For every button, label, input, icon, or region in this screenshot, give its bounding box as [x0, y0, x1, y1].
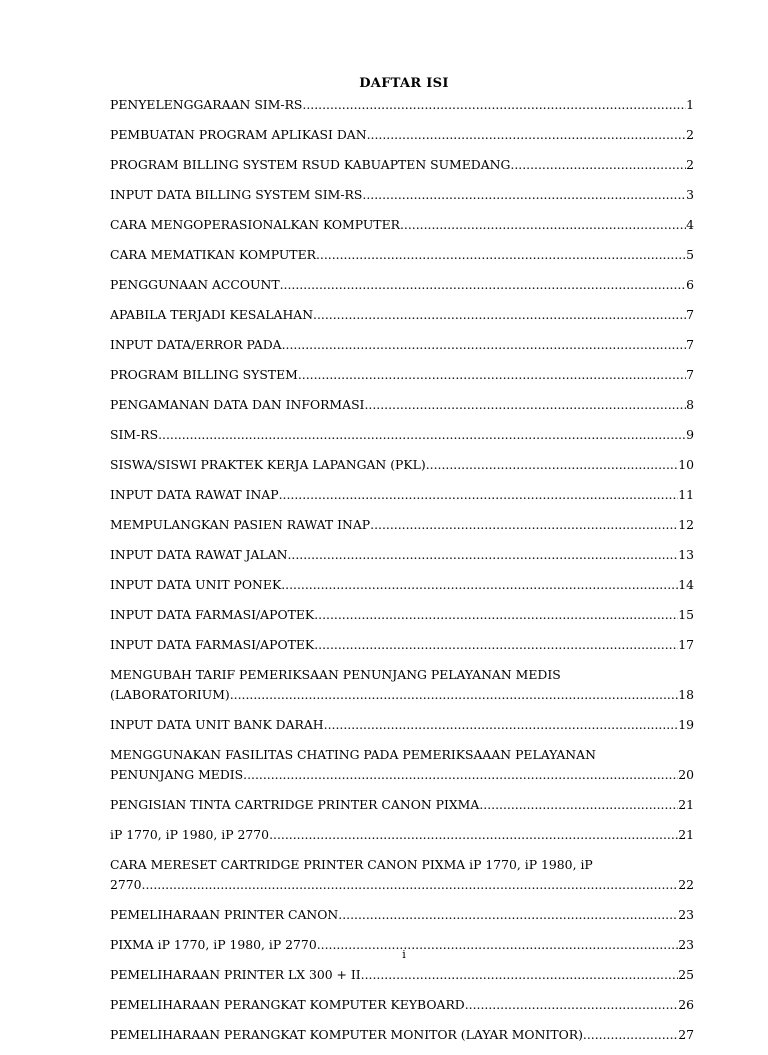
toc-page-number: 6: [686, 277, 694, 292]
toc-entry-line: [110, 275, 694, 295]
dot-leader: [583, 1025, 678, 1045]
toc-entry-title: PEMELIHARAAN PERANGKAT KOMPUTER KEYBOARD: [110, 997, 465, 1012]
toc-page-number: 11: [678, 487, 694, 502]
toc-entry-line: [110, 455, 694, 475]
dot-leader: [280, 275, 687, 295]
dot-leader: [142, 875, 679, 895]
toc-entry-title: PENGAMANAN DATA DAN INFORMASI: [110, 397, 365, 412]
dot-leader: [364, 395, 686, 415]
dot-leader: [230, 685, 679, 705]
toc-entry-title: PIXMA iP 1770, iP 1980, iP 2770: [110, 937, 317, 952]
toc-page-number: 12: [678, 517, 694, 532]
toc-entry-line: [110, 765, 694, 785]
toc-page-number: 22: [678, 877, 694, 892]
toc-entry-line: [110, 605, 694, 625]
toc-entry: [110, 395, 694, 415]
dot-leader: [479, 795, 678, 815]
toc-page-number: 21: [678, 827, 694, 842]
toc-entry: [110, 455, 694, 475]
dot-leader: [313, 305, 686, 325]
toc-page-number: 27: [678, 1027, 694, 1042]
toc-entry-line: [110, 745, 694, 765]
toc-entry-line: [110, 665, 694, 685]
toc-entry-line: [110, 515, 694, 535]
toc-entry-title: SISWA/SISWI PRAKTEK KERJA LAPANGAN (PKL): [110, 457, 426, 472]
toc-entry-line: [110, 905, 694, 925]
toc-entry-title: PEMBUATAN PROGRAM APLIKASI DAN: [110, 127, 367, 142]
toc-entry: [110, 335, 694, 355]
dot-leader: [338, 905, 678, 925]
toc-entry-line: [110, 575, 694, 595]
toc-entry-line: [110, 395, 694, 415]
toc-entry-line: [110, 95, 694, 115]
toc-entry-line: [110, 305, 694, 325]
toc-page-number: 20: [678, 767, 694, 782]
toc-entry-title: INPUT DATA RAWAT JALAN: [110, 547, 288, 562]
toc-page-number: 25: [678, 967, 694, 982]
toc-entry-title: (LABORATORIUM): [110, 687, 230, 702]
toc-entry: [110, 665, 694, 705]
toc-page-number: 23: [678, 907, 694, 922]
dot-leader: [316, 245, 686, 265]
toc-entry-line: [110, 1025, 694, 1045]
toc-entry: [110, 125, 694, 145]
toc-entry: [110, 715, 694, 735]
toc-entry-line: [110, 825, 694, 845]
toc-entry-line: [110, 685, 694, 705]
toc-page-number: 9: [686, 427, 694, 442]
toc-entry: [110, 215, 694, 235]
toc-entry-title: MENGUBAH TARIF PEMERIKSAAN PENUNJANG PELAYANAN MEDIS: [110, 667, 561, 682]
toc-entry-line: [110, 425, 694, 445]
toc-entry: [110, 745, 694, 785]
toc-entry-title: INPUT DATA FARMASI/APOTEK: [110, 637, 315, 652]
toc-entry-title: APABILA TERJADI KESALAHAN: [110, 307, 314, 322]
toc-entry-title: CARA MERESET CARTRIDGE PRINTER CANON PIXMA iP 1770, iP 1980, iP: [110, 857, 593, 872]
toc-entry: [110, 185, 694, 205]
dot-leader: [282, 335, 687, 355]
dot-leader: [465, 995, 679, 1015]
toc-entry-line: [110, 125, 694, 145]
toc-entry-line: [110, 365, 694, 385]
toc-entry-line: [110, 715, 694, 735]
toc-entry: [110, 275, 694, 295]
toc-entry-title: PEMELIHARAAN PRINTER LX 300 + II: [110, 967, 361, 982]
toc-entry-title: iP 1770, iP 1980, iP 2770: [110, 827, 270, 842]
toc-page-number: 7: [686, 337, 694, 352]
toc-page-number: 10: [678, 457, 694, 472]
dot-leader: [367, 125, 687, 145]
toc-entry-title: PENUNJANG MEDIS: [110, 767, 244, 782]
dot-leader: [362, 185, 686, 205]
toc-entry: [110, 305, 694, 325]
dot-leader: [314, 635, 678, 655]
toc-entry-line: [110, 155, 694, 175]
dot-leader: [243, 765, 678, 785]
toc-page-number: 2: [686, 157, 694, 172]
toc-entry-line: [110, 875, 694, 895]
toc-page-number: 19: [678, 717, 694, 732]
toc-page-number: 18: [678, 687, 694, 702]
toc-entry-title: PENGISIAN TINTA CARTRIDGE PRINTER CANON PIXMA: [110, 797, 480, 812]
toc-entry-title: CARA MENGOPERASIONALKAN KOMPUTER: [110, 217, 400, 232]
toc-page-number: 5: [686, 247, 694, 262]
toc-entry: [110, 635, 694, 655]
dot-leader: [302, 95, 686, 115]
toc-entry-line: [110, 215, 694, 235]
toc-page-number: 1: [686, 97, 694, 112]
toc-entry-line: [110, 485, 694, 505]
toc-entry-line: [110, 635, 694, 655]
toc-entry: [110, 995, 694, 1015]
toc-entry: [110, 425, 694, 445]
toc-entry: [110, 245, 694, 265]
dot-leader: [370, 515, 678, 535]
toc-entry-title: INPUT DATA RAWAT INAP: [110, 487, 279, 502]
toc-entry-title: MENGGUNAKAN FASILITAS CHATING PADA PEMERIKSAAAN PELAYANAN: [110, 747, 596, 762]
toc-page-number: 2: [686, 127, 694, 142]
toc-entry-line: [110, 795, 694, 815]
toc-entry-line: [110, 995, 694, 1015]
toc-entry-line: [110, 245, 694, 265]
dot-leader: [400, 215, 686, 235]
toc-entry: [110, 825, 694, 845]
dot-leader: [510, 155, 686, 175]
toc-entry: [110, 485, 694, 505]
toc-entry-title: PROGRAM BILLING SYSTEM: [110, 367, 298, 382]
toc-entry-title: INPUT DATA UNIT BANK DARAH: [110, 717, 324, 732]
toc-entry-line: [110, 335, 694, 355]
toc-entry: [110, 605, 694, 625]
toc-entry: [110, 965, 694, 985]
toc-entry-title: CARA MEMATIKAN KOMPUTER: [110, 247, 316, 262]
dot-leader: [426, 455, 679, 475]
toc-entry: [110, 1025, 694, 1045]
toc-entry: [110, 95, 694, 115]
toc-entry-title: INPUT DATA FARMASI/APOTEK: [110, 607, 315, 622]
toc-entry: [110, 365, 694, 385]
toc-page-number: 13: [678, 547, 694, 562]
table-of-contents: [110, 95, 694, 1055]
toc-page-number: 15: [678, 607, 694, 622]
toc-entry-title: INPUT DATA BILLING SYSTEM SIM-RS: [110, 187, 363, 202]
toc-page-number: 14: [678, 577, 694, 592]
toc-entry: [110, 795, 694, 815]
toc-entry-line: [110, 185, 694, 205]
toc-entry-title: INPUT DATA UNIT PONEK: [110, 577, 282, 592]
toc-entry-line: [110, 965, 694, 985]
toc-entry-title: PROGRAM BILLING SYSTEM RSUD KABUAPTEN SUMEDANG: [110, 157, 511, 172]
toc-page-number: 7: [686, 367, 694, 382]
toc-entry-title: MEMPULANGKAN PASIEN RAWAT INAP: [110, 517, 371, 532]
toc-entry-title: SIM-RS: [110, 427, 159, 442]
toc-entry-title: PENYELENGGARAAN SIM-RS: [110, 97, 303, 112]
toc-entry-line: [110, 545, 694, 565]
toc-entry: [110, 905, 694, 925]
toc-entry: [110, 575, 694, 595]
dot-leader: [279, 485, 679, 505]
toc-entry-title: PEMELIHARAAN PERANGKAT KOMPUTER MONITOR (LAYAR MONITOR): [110, 1027, 583, 1042]
toc-page-number: 23: [678, 937, 694, 952]
toc-entry-title: 2770: [110, 877, 142, 892]
toc-entry: [110, 855, 694, 895]
toc-entry: [110, 545, 694, 565]
toc-entry-line: [110, 855, 694, 875]
toc-entry-title: PENGGUNAAN ACCOUNT: [110, 277, 280, 292]
toc-entry: [110, 515, 694, 535]
dot-leader: [298, 365, 686, 385]
dot-leader: [314, 605, 678, 625]
page-number: i: [402, 948, 406, 961]
dot-leader: [361, 965, 679, 985]
dot-leader: [287, 545, 678, 565]
dot-leader: [281, 575, 678, 595]
toc-entry-title: PEMELIHARAAN PRINTER CANON: [110, 907, 339, 922]
dot-leader: [324, 715, 679, 735]
toc-page-number: 4: [686, 217, 694, 232]
toc-page-number: 26: [678, 997, 694, 1012]
toc-entry: [110, 155, 694, 175]
toc-entry-title: INPUT DATA/ERROR PADA: [110, 337, 282, 352]
page-title: DAFTAR ISI: [359, 76, 449, 91]
toc-page-number: 21: [678, 797, 694, 812]
toc-page-number: 7: [686, 307, 694, 322]
dot-leader: [158, 425, 686, 445]
toc-page-number: 17: [678, 637, 694, 652]
dot-leader: [269, 825, 678, 845]
toc-page-number: 3: [686, 187, 694, 202]
toc-page-number: 8: [686, 397, 694, 412]
